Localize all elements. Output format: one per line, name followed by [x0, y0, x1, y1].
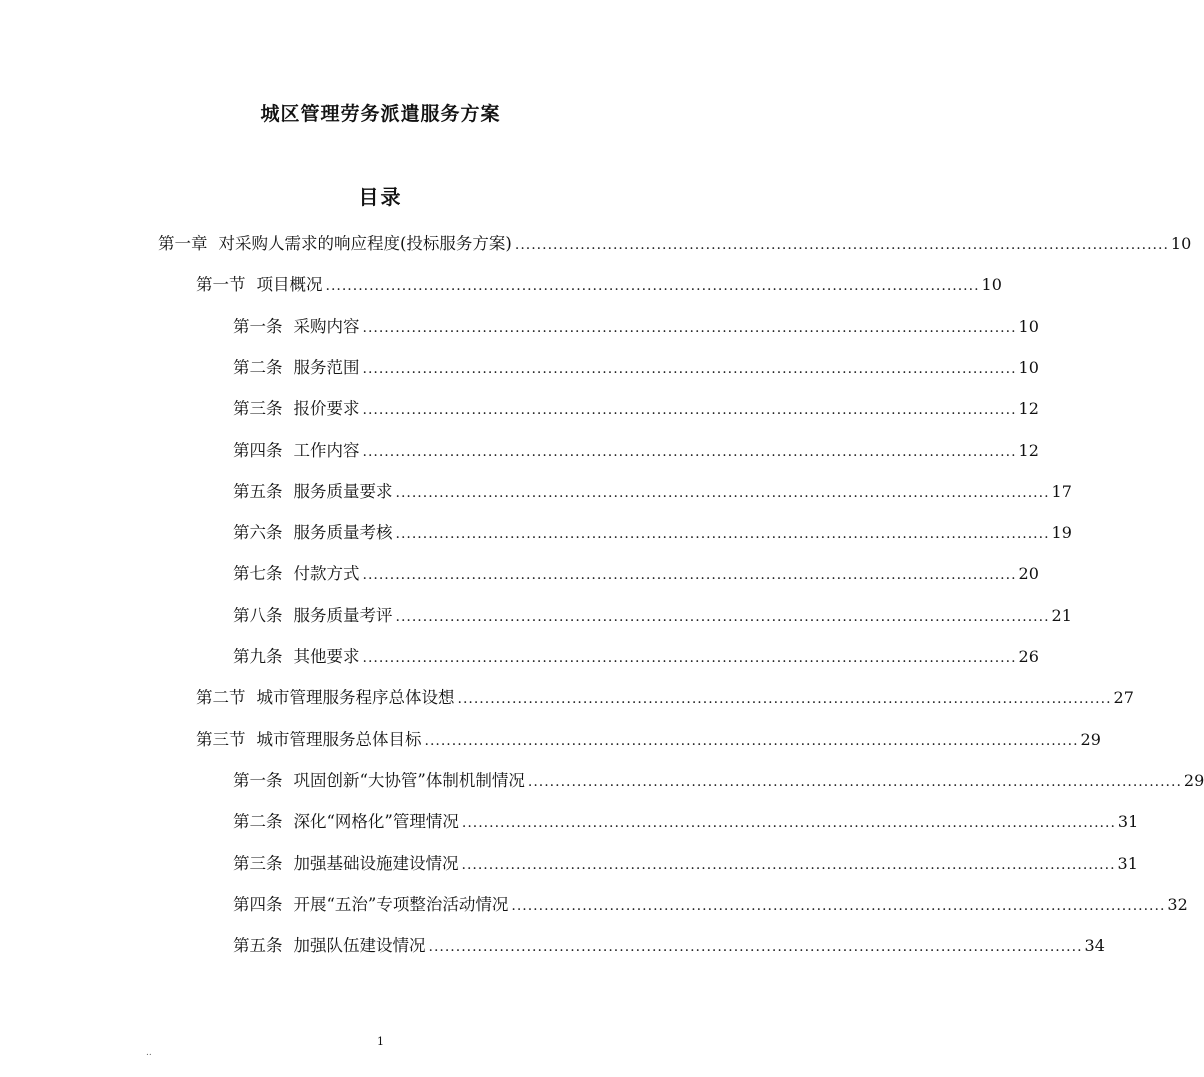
toc-entry-page: 27 [1113, 688, 1134, 707]
toc-entry-title: 城市管理服务总体目标 [256, 730, 422, 749]
toc-entry[interactable] [233, 810, 1139, 834]
toc-entry[interactable] [158, 232, 1192, 256]
toc-entry-page: 21 [1051, 606, 1072, 625]
toc-entry-label: 第三节 [196, 730, 246, 749]
toc-entry-label: 第七条 [233, 564, 283, 583]
toc-entry-title: 采购内容 [293, 317, 360, 336]
toc-entry-title: 工作内容 [293, 441, 360, 460]
toc-entry-page: 32 [1167, 895, 1188, 914]
toc-dot-leader: ........................................................................................................................ [362, 444, 1017, 460]
toc-dot-leader: ........................................................................................................................ [362, 567, 1017, 583]
toc-entry-page: 26 [1018, 647, 1039, 666]
toc-entry-label: 第一条 [233, 771, 283, 790]
toc-entry-label: 第五条 [233, 482, 283, 501]
toc-dot-leader: ........................................................................................................................ [461, 857, 1116, 873]
toc-dot-leader: ........................................................................................................................ [325, 278, 980, 294]
toc-entry-title: 服务范围 [293, 358, 360, 377]
toc-entry-page: 34 [1084, 936, 1105, 955]
toc-entry[interactable] [233, 852, 1138, 876]
toc-entry-page: 10 [1018, 358, 1039, 377]
toc-entry-title: 深化“网格化”管理情况 [293, 812, 459, 831]
toc-entry-title: 服务质量考评 [293, 606, 393, 625]
toc-entry-page: 31 [1117, 854, 1138, 873]
toc-entry-label: 第二条 [233, 812, 283, 831]
toc-entry[interactable] [233, 604, 1072, 628]
toc-entry-label: 第五条 [233, 936, 283, 955]
toc-entry-page: 12 [1018, 441, 1039, 460]
toc-dot-leader: ........................................................................................................................ [514, 237, 1169, 253]
toc-entry-title: 加强基础设施建设情况 [293, 854, 459, 873]
toc-entry[interactable] [233, 521, 1072, 545]
toc-entry-title: 报价要求 [293, 399, 360, 418]
toc-entry-label: 第九条 [233, 647, 283, 666]
toc-entry-label: 第三条 [233, 854, 283, 873]
toc-dot-leader: ........................................................................................................................ [457, 691, 1112, 707]
document-title: 城区管理劳务派遣服务方案 [260, 103, 501, 125]
toc-entry-title: 加强队伍建设情况 [293, 936, 426, 955]
toc-entry-title: 付款方式 [293, 564, 360, 583]
toc-entry-label: 第六条 [233, 523, 283, 542]
corner-mark: .. [146, 1048, 152, 1058]
toc-entry-label: 第二节 [196, 688, 246, 707]
toc-entry-title: 巩固创新“大协管”体制机制情况 [293, 771, 525, 790]
toc-entry-label: 第二条 [233, 358, 283, 377]
toc-entry-title: 开展“五治”专项整治活动情况 [293, 895, 509, 914]
toc-entry-title: 服务质量要求 [293, 482, 393, 501]
toc-dot-leader: ........................................................................................................................ [362, 361, 1017, 377]
toc-entry[interactable] [233, 562, 1039, 586]
page-number: 1 [377, 1035, 384, 1048]
toc-dot-leader: ........................................................................................................................ [527, 774, 1182, 790]
toc-dot-leader: ........................................................................................................................ [395, 609, 1050, 625]
toc-entry-page: 20 [1018, 564, 1039, 583]
toc-dot-leader: ........................................................................................................................ [395, 526, 1050, 542]
toc-entry-title: 对采购人需求的响应程度(投标服务方案) [218, 234, 512, 253]
toc-dot-leader: ........................................................................................................................ [362, 650, 1017, 666]
toc-entry[interactable] [196, 686, 1134, 710]
toc-entry-page: 29 [1183, 771, 1204, 790]
toc-entry-page: 10 [1170, 234, 1192, 253]
toc-dot-leader: ........................................................................................................................ [428, 939, 1083, 955]
toc-entry-page: 29 [1080, 730, 1101, 749]
toc-entry-label: 第一节 [196, 275, 246, 294]
toc-entry-page: 17 [1051, 482, 1072, 501]
toc-entry[interactable] [233, 480, 1072, 504]
toc-entry-label: 第四条 [233, 441, 283, 460]
toc-entry-label: 第八条 [233, 606, 283, 625]
toc-entry[interactable] [196, 273, 1002, 297]
toc-dot-leader: ........................................................................................................................ [362, 402, 1017, 418]
toc-entry[interactable] [233, 769, 1204, 793]
toc-entry-page: 19 [1051, 523, 1072, 542]
toc-entry[interactable] [233, 315, 1039, 339]
toc-entry-title: 城市管理服务程序总体设想 [256, 688, 455, 707]
toc-entry[interactable] [233, 397, 1039, 421]
toc-dot-leader: ........................................................................................................................ [395, 485, 1050, 501]
toc-entry-title: 服务质量考核 [293, 523, 393, 542]
toc-entry-label: 第一条 [233, 317, 283, 336]
toc-entry-page: 31 [1117, 812, 1139, 831]
toc-entry-page: 10 [981, 275, 1002, 294]
toc-entry[interactable] [233, 439, 1039, 463]
toc-dot-leader: ........................................................................................................................ [461, 815, 1116, 831]
toc-entry-label: 第四条 [233, 895, 283, 914]
toc-dot-leader: ........................................................................................................................ [511, 898, 1166, 914]
toc-entry-page: 10 [1018, 317, 1039, 336]
toc-entry-title: 项目概况 [256, 275, 323, 294]
toc-dot-leader: ........................................................................................................................ [362, 320, 1017, 336]
toc-entry[interactable] [233, 934, 1105, 958]
toc-entry[interactable] [196, 728, 1101, 752]
toc-entry-page: 12 [1018, 399, 1039, 418]
toc-entry-label: 第一章 [158, 234, 208, 253]
toc-entry[interactable] [233, 645, 1039, 669]
toc-entry-label: 第三条 [233, 399, 283, 418]
toc-heading: 目录 [358, 185, 403, 209]
toc-entry[interactable] [233, 893, 1188, 917]
toc-dot-leader: ........................................................................................................................ [424, 733, 1079, 749]
toc-entry[interactable] [233, 356, 1039, 380]
toc-entry-title: 其他要求 [293, 647, 360, 666]
